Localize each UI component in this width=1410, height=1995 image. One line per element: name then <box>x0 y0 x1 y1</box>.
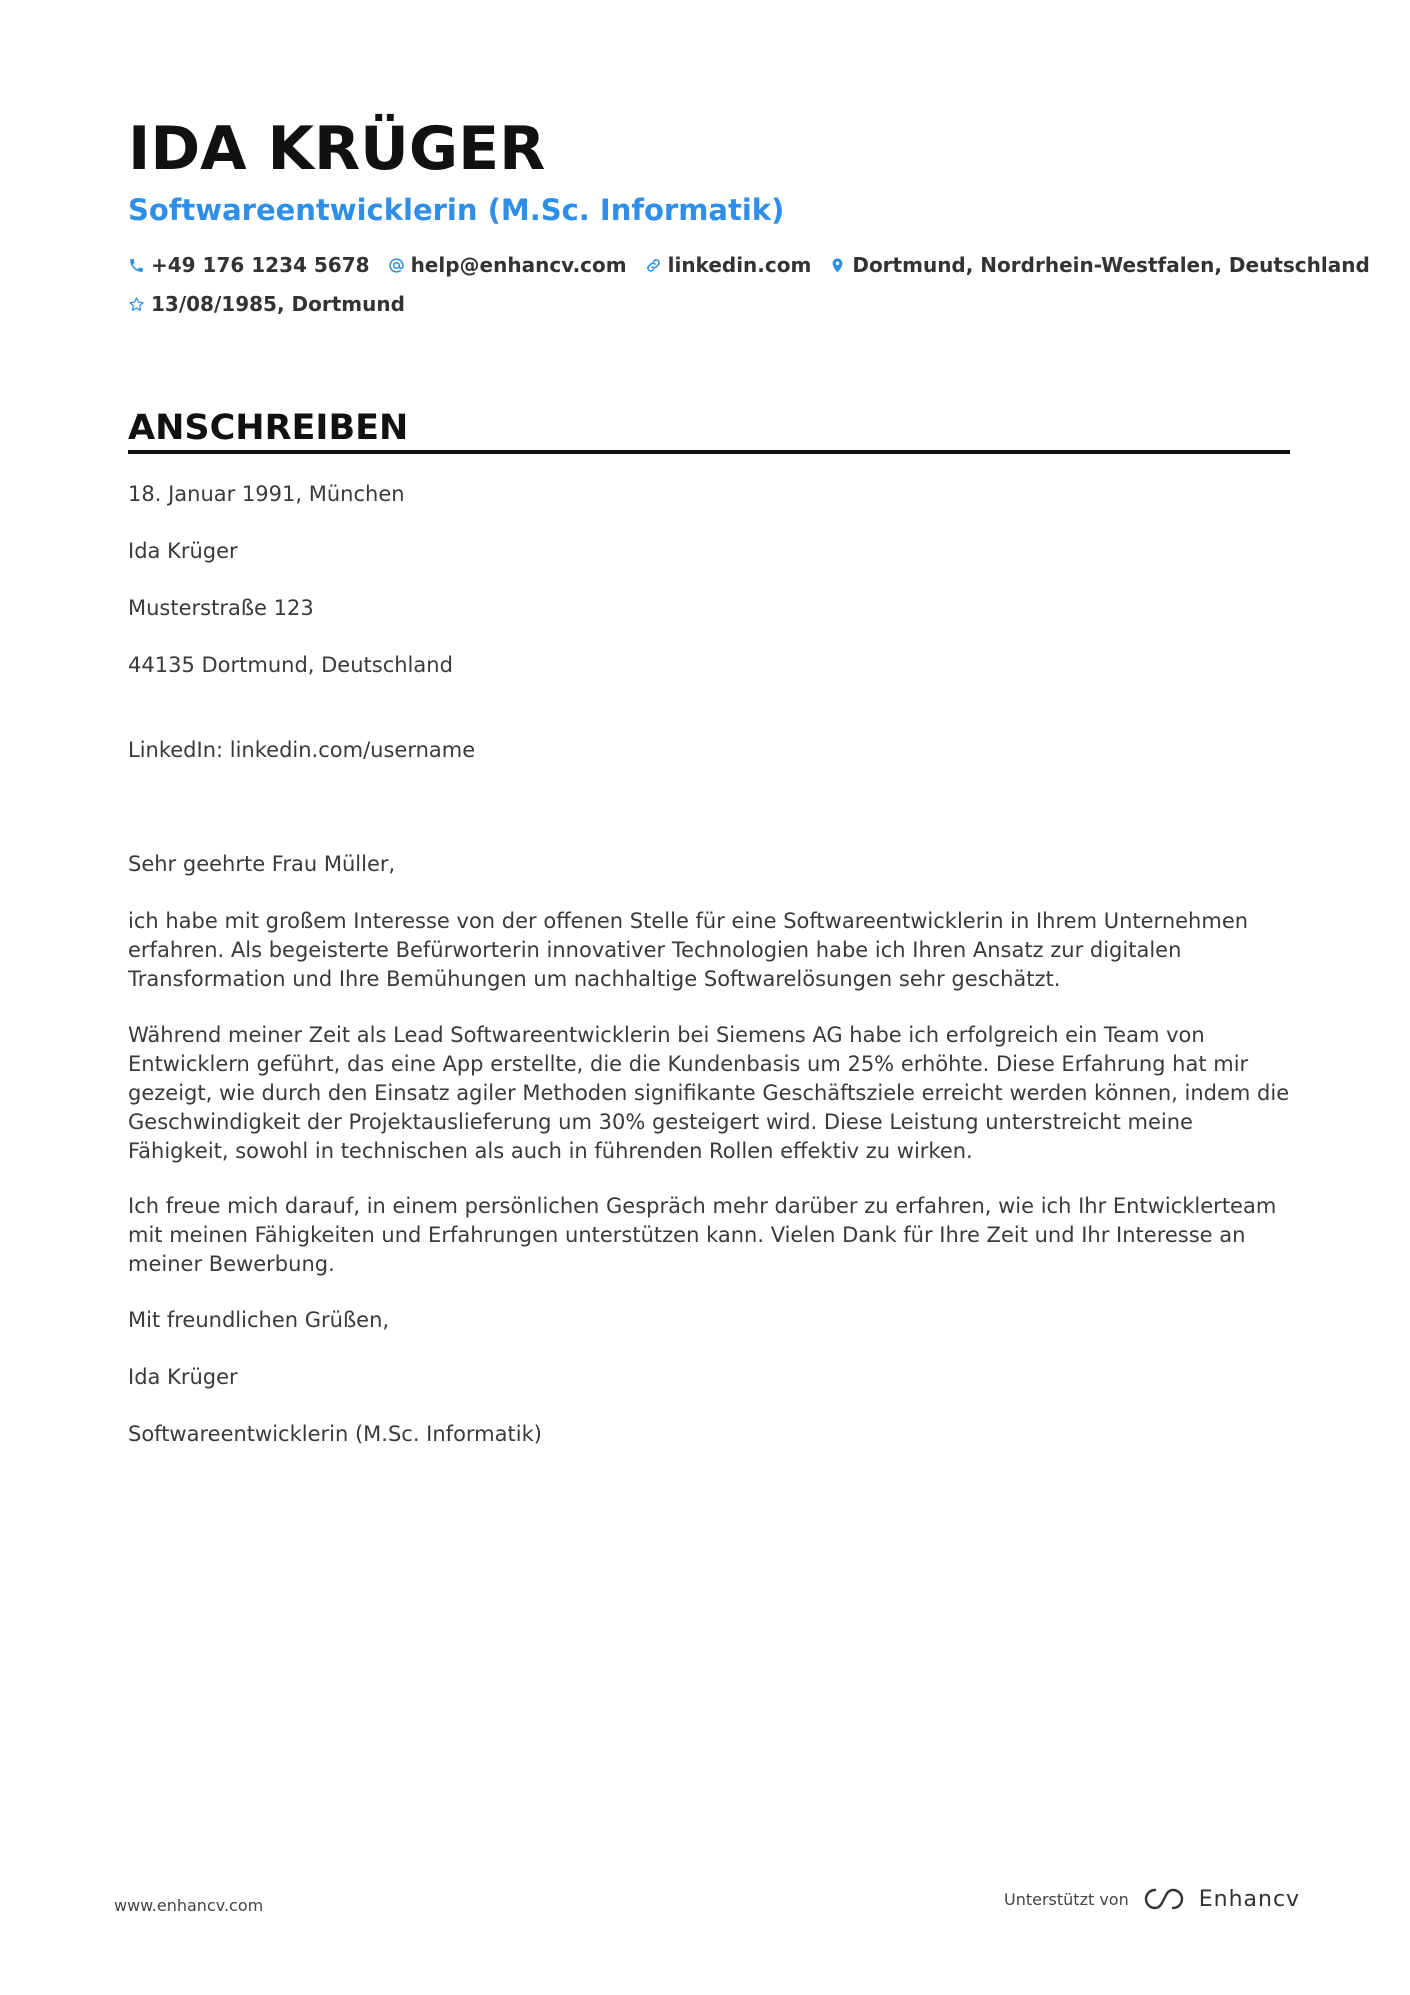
phone-icon <box>128 257 145 274</box>
contact-linkedin[interactable]: linkedin.com <box>645 253 812 277</box>
enhancv-logo-icon <box>1141 1886 1187 1912</box>
powered-by-label: Unterstützt von <box>1004 1889 1129 1909</box>
section-title: ANSCHREIBEN <box>128 408 409 448</box>
letter-street: Musterstraße 123 <box>128 596 314 620</box>
applicant-title: Softwareentwicklerin (M.Sc. Informatik) <box>128 193 785 227</box>
letter-signature-name: Ida Krüger <box>128 1365 238 1389</box>
contact-location: Dortmund, Nordrhein-Westfalen, Deutschland <box>829 253 1369 277</box>
at-icon <box>388 257 405 274</box>
section-divider <box>128 450 1290 454</box>
footer-brand <box>1004 1886 1300 1912</box>
letter-sender-name: Ida Krüger <box>128 539 238 563</box>
letter-paragraph-2: Während meiner Zeit als Lead Softwareentwicklerin bei Siemens AG habe ich erfolgreich ein Team von Entwicklern geführt, das eine App erstellte, die die Kundenbasis um 25% erhöhte. Diese Erfahrung hat mir gezeigt, wie durch den Einsatz agiler Methoden signifikante Geschäftsziele erreicht werden können, indem die Geschwindigkeit der Projektauslieferung um 30% gesteigert wird. Diese Leistung unterstreicht meine Fähigkeit, sowohl in technischen als auch in führenden Rollen effektiv zu wirken. <box>128 1023 1290 1163</box>
brand-name: Enhancv <box>1198 1886 1301 1912</box>
letter-paragraph-3: Ich freue mich darauf, in einem persönlichen Gespräch mehr darüber zu erfahren, wie ich Ihr Entwicklerteam mit meinen Fähigkeiten und Erfahrungen unterstützen kann. Vielen Dank für Ihre Zeit und Ihr Interesse an meiner Bewerbung. <box>128 1194 1277 1276</box>
letter-city: 44135 Dortmund, Deutschland <box>128 653 453 677</box>
letter-signature-title: Softwareentwicklerin (M.Sc. Informatik) <box>128 1422 542 1446</box>
location-pin-icon <box>829 257 846 274</box>
letter-closing: Mit freundlichen Grüßen, <box>128 1308 390 1332</box>
contact-row <box>128 253 1370 277</box>
contact-phone: +49 176 1234 5678 <box>128 253 370 277</box>
letter-date-place: 18. Januar 1991, München <box>128 482 405 506</box>
footer-url[interactable]: www.enhancv.com <box>114 1896 264 1915</box>
applicant-name: IDA KRÜGER <box>128 114 546 184</box>
link-icon <box>645 257 662 274</box>
contact-email[interactable]: help@enhancv.com <box>388 253 627 277</box>
contact-row-2 <box>128 292 405 316</box>
contact-birth: 13/08/1985, Dortmund <box>128 292 405 316</box>
letter-paragraph-1: ich habe mit großem Interesse von der offenen Stelle für eine Softwareentwicklerin in Ihrem Unternehmen erfahren. Als begeisterte Befürworterin innovativer Technologien habe ich Ihren Ansatz zur digitalen Transformation und Ihre Bemühungen um nachhaltige Softwarelösungen sehr geschätzt. <box>128 909 1249 991</box>
letter-linkedin: LinkedIn: linkedin.com/username <box>128 738 476 762</box>
letter-salutation: Sehr geehrte Frau Müller, <box>128 852 396 876</box>
star-icon <box>128 296 145 313</box>
